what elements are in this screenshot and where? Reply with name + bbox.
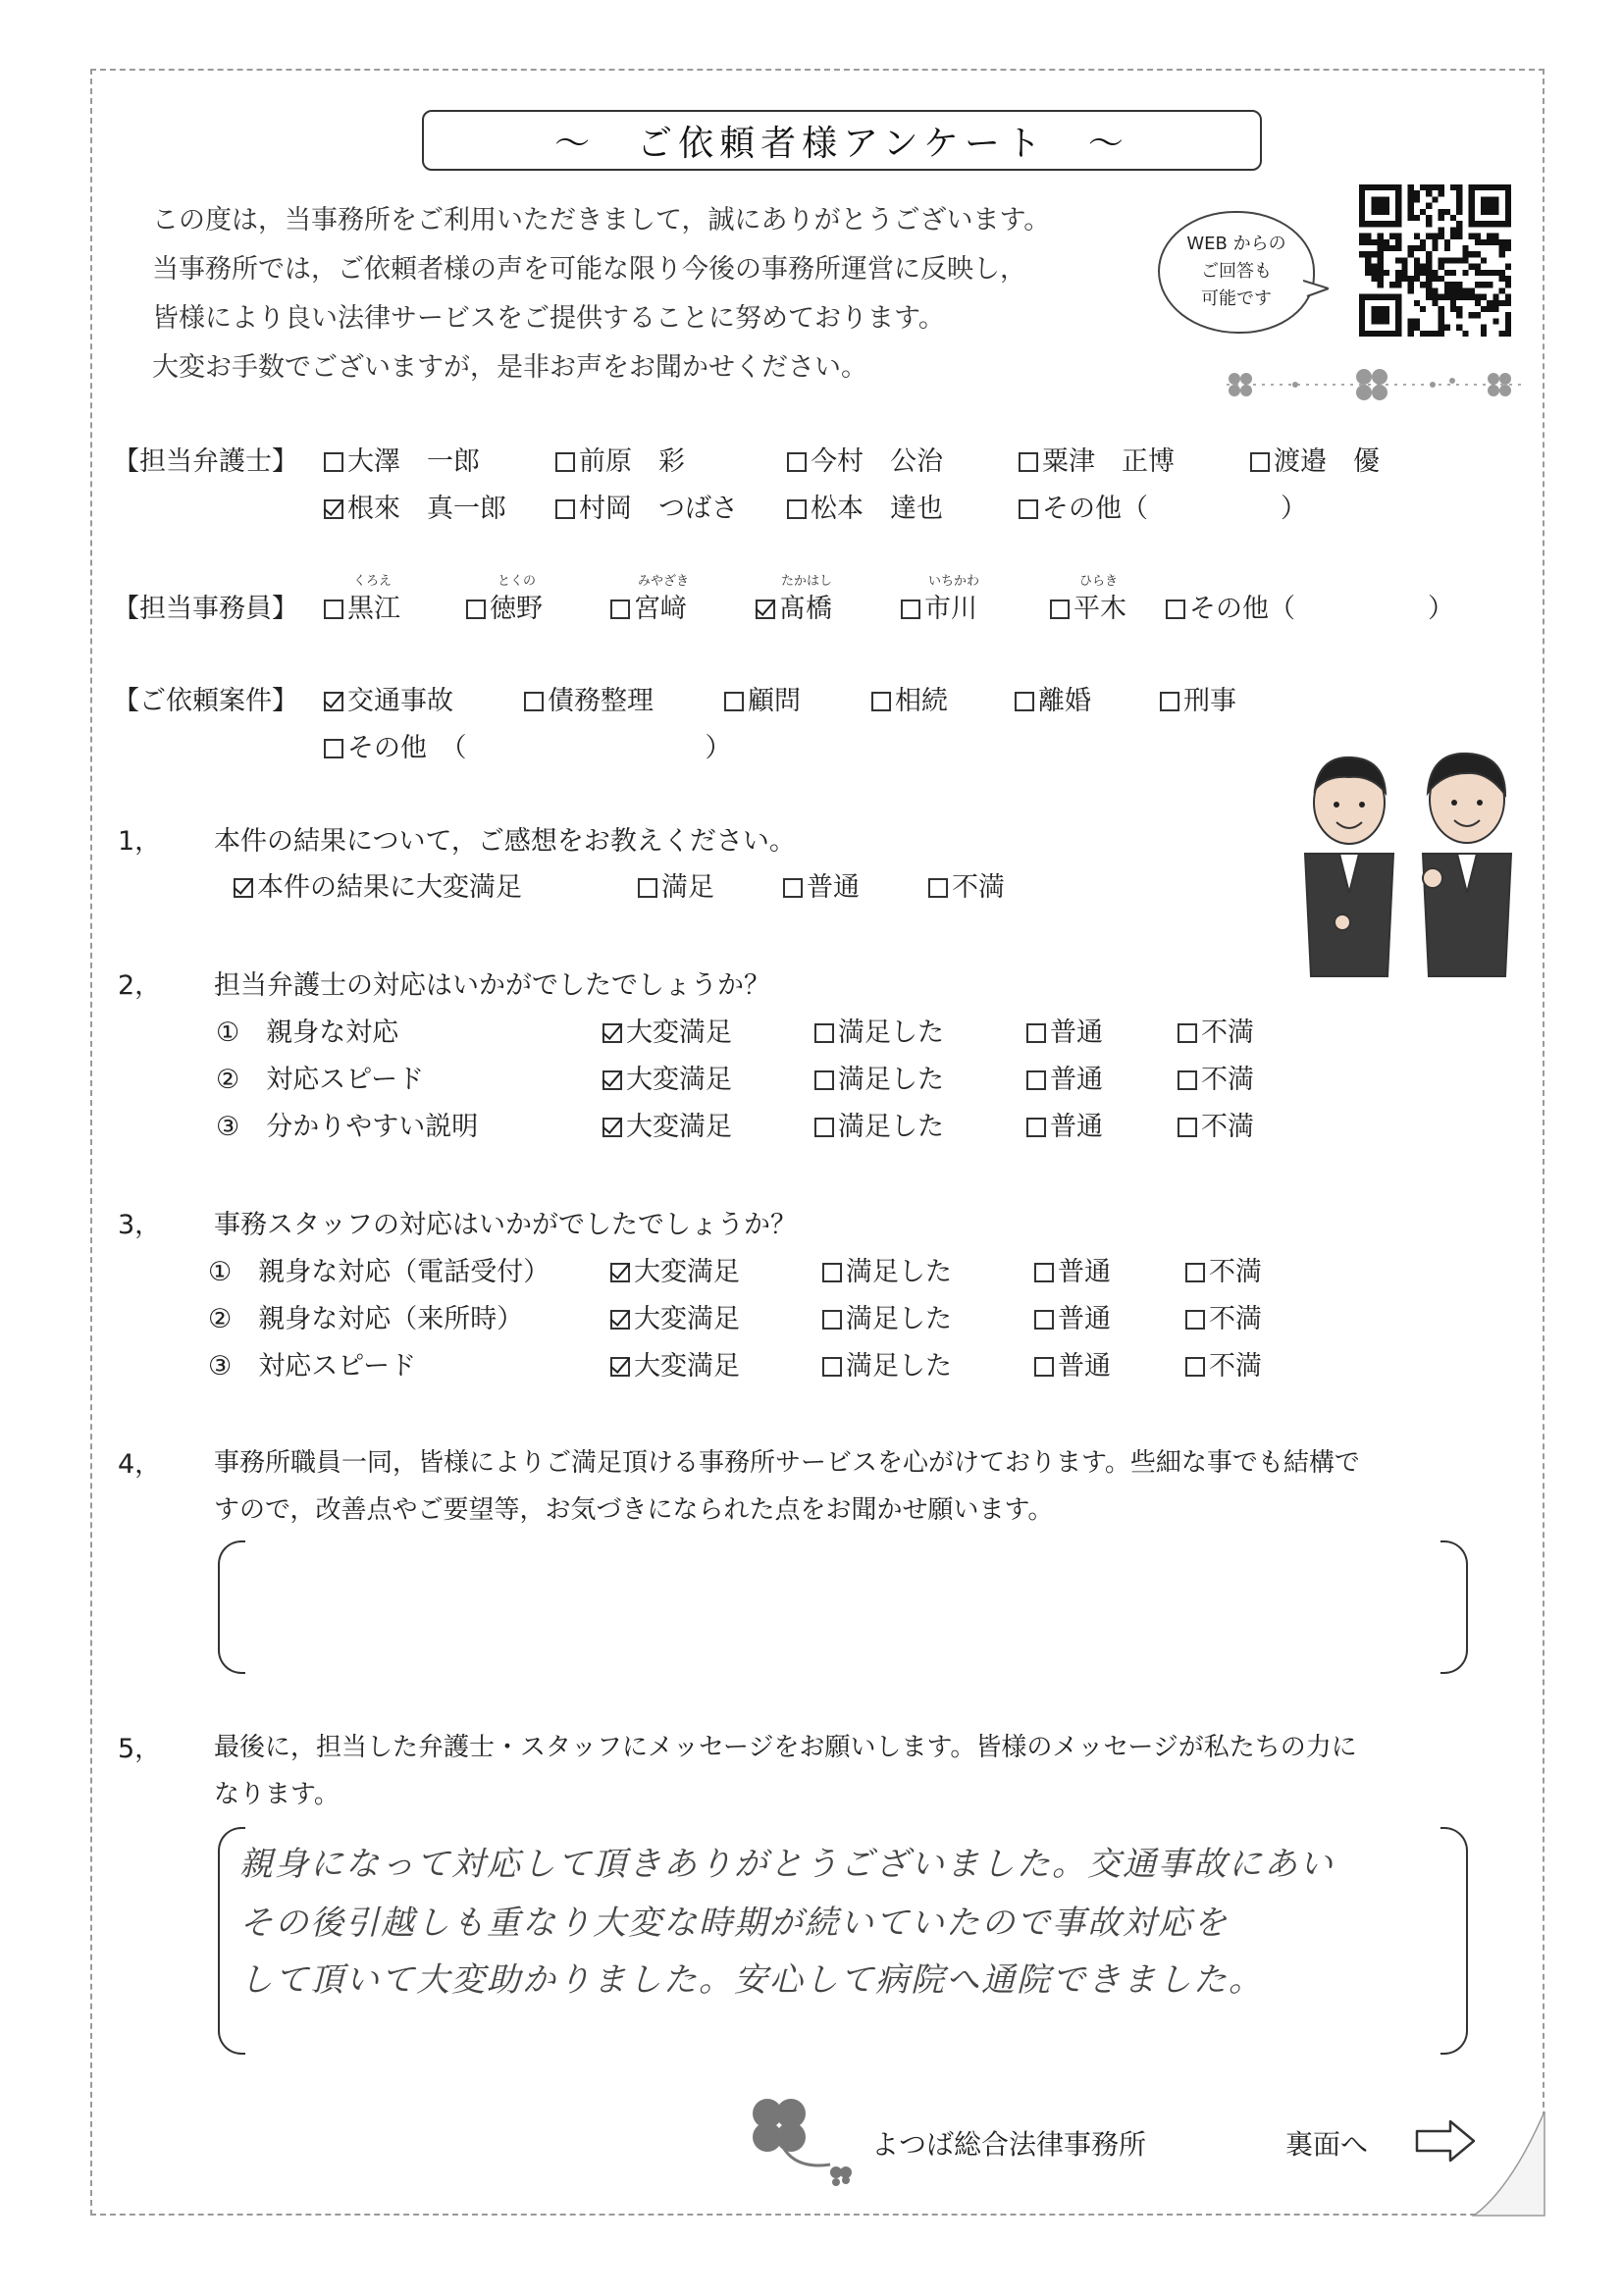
checkbox[interactable] (787, 499, 807, 519)
staff-option-takahashi[interactable]: 髙橋 (756, 587, 832, 625)
checkbox[interactable] (1034, 1310, 1054, 1330)
q2-text: 担当弁護士の対応はいかがでしたでしょうか？ (214, 970, 770, 1001)
q3-row1-very-satisfied[interactable]: 大変満足 (610, 1250, 740, 1288)
checkbox[interactable] (1160, 692, 1179, 711)
lawyers-illustration-icon (1285, 746, 1536, 991)
q5-answer-line-1[interactable]: 親身になって対応して頂きありがとうございました。交通事故にあい (239, 1845, 1335, 1884)
q1-option-satisfied[interactable]: 満足 (638, 865, 714, 904)
lawyer-option-negoro[interactable]: 根來 真一郎 (324, 487, 506, 525)
checkbox[interactable] (1185, 1357, 1205, 1377)
case-option-inheritance[interactable]: 相続 (871, 679, 948, 717)
q3-row2-very-satisfied[interactable]: 大変満足 (610, 1297, 740, 1335)
checkbox[interactable] (928, 878, 948, 898)
checkbox[interactable] (466, 600, 486, 619)
ruby-kuroe: くろえ (353, 574, 393, 589)
case-label: 【ご依頼案件】 (113, 686, 298, 716)
checkbox[interactable] (1185, 1310, 1205, 1330)
arrow-right-icon[interactable] (1415, 2119, 1476, 2163)
staff-label: 【担当事務員】 (113, 594, 298, 624)
checkbox[interactable] (724, 692, 744, 711)
bubble-line-2: ご回答も (1201, 261, 1272, 282)
checkbox[interactable] (1185, 1263, 1205, 1282)
lawyer-option-muraoka[interactable]: 村岡 つばさ (555, 487, 738, 525)
bubble-line-3: 可能です (1201, 288, 1272, 309)
staff-option-other[interactable]: その他（ ） (1166, 587, 1454, 625)
checkbox-checked[interactable] (610, 1310, 630, 1330)
q2-number: 2， (118, 970, 162, 1001)
q1-number: 1， (118, 826, 162, 857)
case-option-traffic[interactable]: 交通事故 (324, 679, 453, 717)
checkbox[interactable] (555, 499, 575, 519)
ruby-miyazaki: みやざき (638, 574, 690, 589)
survey-title: ～ ご依頼者様アンケート ～ (422, 110, 1262, 171)
checkbox-checked[interactable] (602, 1070, 622, 1090)
q3-row1-satisfied[interactable]: 満足した (822, 1250, 952, 1288)
checkbox[interactable] (783, 878, 803, 898)
ruby-tokuno: とくの (497, 574, 537, 589)
q3-row2-normal[interactable]: 普通 (1034, 1297, 1111, 1335)
checkbox-checked[interactable] (602, 1023, 622, 1043)
case-option-divorce[interactable]: 離婚 (1015, 679, 1091, 717)
checkbox[interactable] (901, 600, 920, 619)
case-option-other[interactable]: その他 （ ） (324, 726, 732, 764)
q2-row2-normal[interactable]: 普通 (1026, 1058, 1103, 1096)
checkbox[interactable] (324, 739, 343, 758)
checkbox[interactable] (1178, 1070, 1197, 1090)
intro-line-1: この度は，当事務所をご利用いただきまして，誠にありがとうございます。 (152, 205, 1051, 235)
q2-row3-satisfied[interactable]: 満足した (814, 1105, 944, 1143)
clover-ornament-icon (1217, 363, 1531, 402)
q2-row1-dissatisfied[interactable]: 不満 (1178, 1011, 1254, 1049)
checkbox[interactable] (638, 878, 657, 898)
qr-code-icon[interactable] (1359, 184, 1511, 337)
checkbox[interactable] (1178, 1118, 1197, 1137)
checkbox-checked[interactable] (324, 692, 343, 711)
q2-row1-very-satisfied[interactable]: 大変満足 (602, 1011, 732, 1049)
q2-row-label: ② 対応スピード (216, 1065, 425, 1095)
checkbox[interactable] (324, 600, 343, 619)
q3-row-label: ③ 対応スピード (208, 1351, 417, 1382)
q3-row3-normal[interactable]: 普通 (1034, 1344, 1111, 1383)
checkbox[interactable] (1178, 1023, 1197, 1043)
q3-row1-normal[interactable]: 普通 (1034, 1250, 1111, 1288)
q4-bracket-left (218, 1540, 245, 1674)
q1-text: 本件の結果について，ご感想をお教えください。 (214, 826, 796, 857)
q2-row3-very-satisfied[interactable]: 大変満足 (602, 1105, 732, 1143)
web-answer-bubble (1158, 211, 1315, 334)
lawyer-option-matsumoto[interactable]: 松本 達也 (787, 487, 943, 525)
staff-option-miyazaki[interactable]: 宮﨑 (610, 587, 687, 625)
q5-answer-line-2[interactable]: その後引越しも重なり大変な時期が続いていたので事故対応を (239, 1904, 1229, 1943)
checkbox[interactable] (814, 1023, 834, 1043)
checkbox[interactable] (1026, 1023, 1046, 1043)
q3-row-label: ① 親身な対応（電話受付） (208, 1257, 550, 1287)
lawyer-option-awazu[interactable]: 粟津 正博 (1019, 440, 1175, 478)
checkbox[interactable] (822, 1357, 842, 1377)
bubble-tail-icon (1303, 277, 1329, 298)
q2-row2-very-satisfied[interactable]: 大変満足 (602, 1058, 732, 1096)
q2-row1-satisfied[interactable]: 満足した (814, 1011, 944, 1049)
staff-option-kuroe[interactable]: 黒江 (324, 587, 400, 625)
case-option-advisor[interactable]: 顧問 (724, 679, 801, 717)
bubble-line-1: WEB からの (1186, 234, 1286, 254)
staff-option-tokuno[interactable]: 徳野 (466, 587, 543, 625)
staff-option-ichikawa[interactable]: 市川 (901, 587, 977, 625)
intro-line-4: 大変お手数でございますが，是非お声をお聞かせください。 (152, 352, 867, 383)
checkbox[interactable] (1026, 1118, 1046, 1137)
checkbox[interactable] (555, 452, 575, 472)
case-option-debt[interactable]: 債務整理 (524, 679, 654, 717)
checkbox[interactable] (787, 452, 807, 472)
ruby-hiraki: ひらき (1079, 574, 1119, 589)
checkbox-checked[interactable] (610, 1357, 630, 1377)
q1-option-very-satisfied[interactable]: 本件の結果に大変満足 (234, 865, 522, 904)
q5-number: 5， (118, 1734, 162, 1764)
q2-row-label: ① 親身な対応 (216, 1018, 399, 1048)
staff-option-hiraki[interactable]: 平木 (1050, 587, 1126, 625)
clover-logo-icon (742, 2092, 860, 2186)
q2-row1-normal[interactable]: 普通 (1026, 1011, 1103, 1049)
q5-answer-line-3[interactable]: して頂いて大変助かりました。安心して病院へ通院できました。 (239, 1960, 1264, 2000)
checkbox-checked[interactable] (234, 878, 253, 898)
office-name: よつば総合法律事務所 (871, 2128, 1147, 2161)
checkbox[interactable] (1034, 1263, 1054, 1282)
q3-row3-very-satisfied[interactable]: 大変満足 (610, 1344, 740, 1383)
checkbox[interactable] (610, 600, 630, 619)
checkbox[interactable] (814, 1118, 834, 1137)
q3-row-label: ② 親身な対応（来所時） (208, 1304, 524, 1334)
checkbox[interactable] (524, 692, 544, 711)
intro-line-3: 皆様により良い法律サービスをご提供することに努めております。 (152, 303, 945, 334)
q4-text-line-2: すので，改善点やご要望等，お気づきになられた点をお聞かせ願います。 (214, 1495, 1054, 1525)
q2-row-label: ③ 分かりやすい説明 (216, 1112, 479, 1142)
ruby-takahashi: たかはし (781, 574, 833, 589)
checkbox[interactable] (1034, 1357, 1054, 1377)
q3-row3-satisfied[interactable]: 満足した (822, 1344, 952, 1383)
ruby-ichikawa: いちかわ (928, 574, 980, 589)
checkbox[interactable] (822, 1310, 842, 1330)
q3-row1-dissatisfied[interactable]: 不満 (1185, 1250, 1262, 1288)
checkbox[interactable] (1050, 600, 1070, 619)
checkbox-checked[interactable] (610, 1263, 630, 1282)
checkbox[interactable] (814, 1070, 834, 1090)
q2-row3-normal[interactable]: 普通 (1026, 1105, 1103, 1143)
case-option-criminal[interactable]: 刑事 (1160, 679, 1236, 717)
lawyer-option-osawa[interactable]: 大澤 一郎 (324, 440, 480, 478)
checkbox[interactable] (324, 452, 343, 472)
q2-row3-dissatisfied[interactable]: 不満 (1178, 1105, 1254, 1143)
lawyer-option-maehara[interactable]: 前原 彩 (555, 440, 685, 478)
q3-text: 事務スタッフの対応はいかがでしたでしょうか？ (214, 1210, 797, 1240)
q3-row2-satisfied[interactable]: 満足した (822, 1297, 952, 1335)
q4-bracket-right (1440, 1540, 1468, 1674)
back-side-label[interactable]: 裏面へ (1285, 2128, 1369, 2161)
q4-answer-area[interactable] (257, 1570, 1415, 1658)
q5-text-line-2: なります。 (214, 1780, 340, 1809)
q3-row3-dissatisfied[interactable]: 不満 (1185, 1344, 1262, 1383)
lawyer-label: 【担当弁護士】 (113, 446, 298, 477)
checkbox[interactable] (822, 1263, 842, 1282)
q3-number: 3， (118, 1210, 162, 1240)
checkbox[interactable] (1019, 499, 1038, 519)
checkbox[interactable] (1166, 600, 1185, 619)
lawyer-option-watanabe[interactable]: 渡邉 優 (1250, 440, 1380, 478)
checkbox[interactable] (871, 692, 891, 711)
q2-row2-dissatisfied[interactable]: 不満 (1178, 1058, 1254, 1096)
checkbox[interactable] (1015, 692, 1034, 711)
checkbox-checked[interactable] (756, 600, 775, 619)
q4-number: 4， (118, 1449, 162, 1480)
lawyer-option-imamura[interactable]: 今村 公治 (787, 440, 943, 478)
checkbox[interactable] (1019, 452, 1038, 472)
q2-row2-satisfied[interactable]: 満足した (814, 1058, 944, 1096)
checkbox-checked[interactable] (324, 499, 343, 519)
q5-text-line-1: 最後に，担当した弁護士・スタッフにメッセージをお願いします。皆様のメッセージが私たちの力に (214, 1733, 1357, 1762)
q4-text-line-1: 事務所職員一同，皆様によりご満足頂ける事務所サービスを心がけております。些細な事でも結構で (214, 1448, 1360, 1478)
checkbox-checked[interactable] (602, 1118, 622, 1137)
checkbox[interactable] (1026, 1070, 1046, 1090)
q1-option-normal[interactable]: 普通 (783, 865, 860, 904)
intro-line-2: 当事務所では，ご依頼者様の声を可能な限り今後の事務所運営に反映し， (152, 254, 1026, 285)
q1-option-dissatisfied[interactable]: 不満 (928, 865, 1005, 904)
page-curl-icon (1472, 2110, 1550, 2218)
q3-row2-dissatisfied[interactable]: 不満 (1185, 1297, 1262, 1335)
lawyer-option-other[interactable]: その他（ ） (1019, 487, 1307, 525)
checkbox[interactable] (1250, 452, 1270, 472)
q5-bracket-right (1440, 1827, 1468, 2055)
